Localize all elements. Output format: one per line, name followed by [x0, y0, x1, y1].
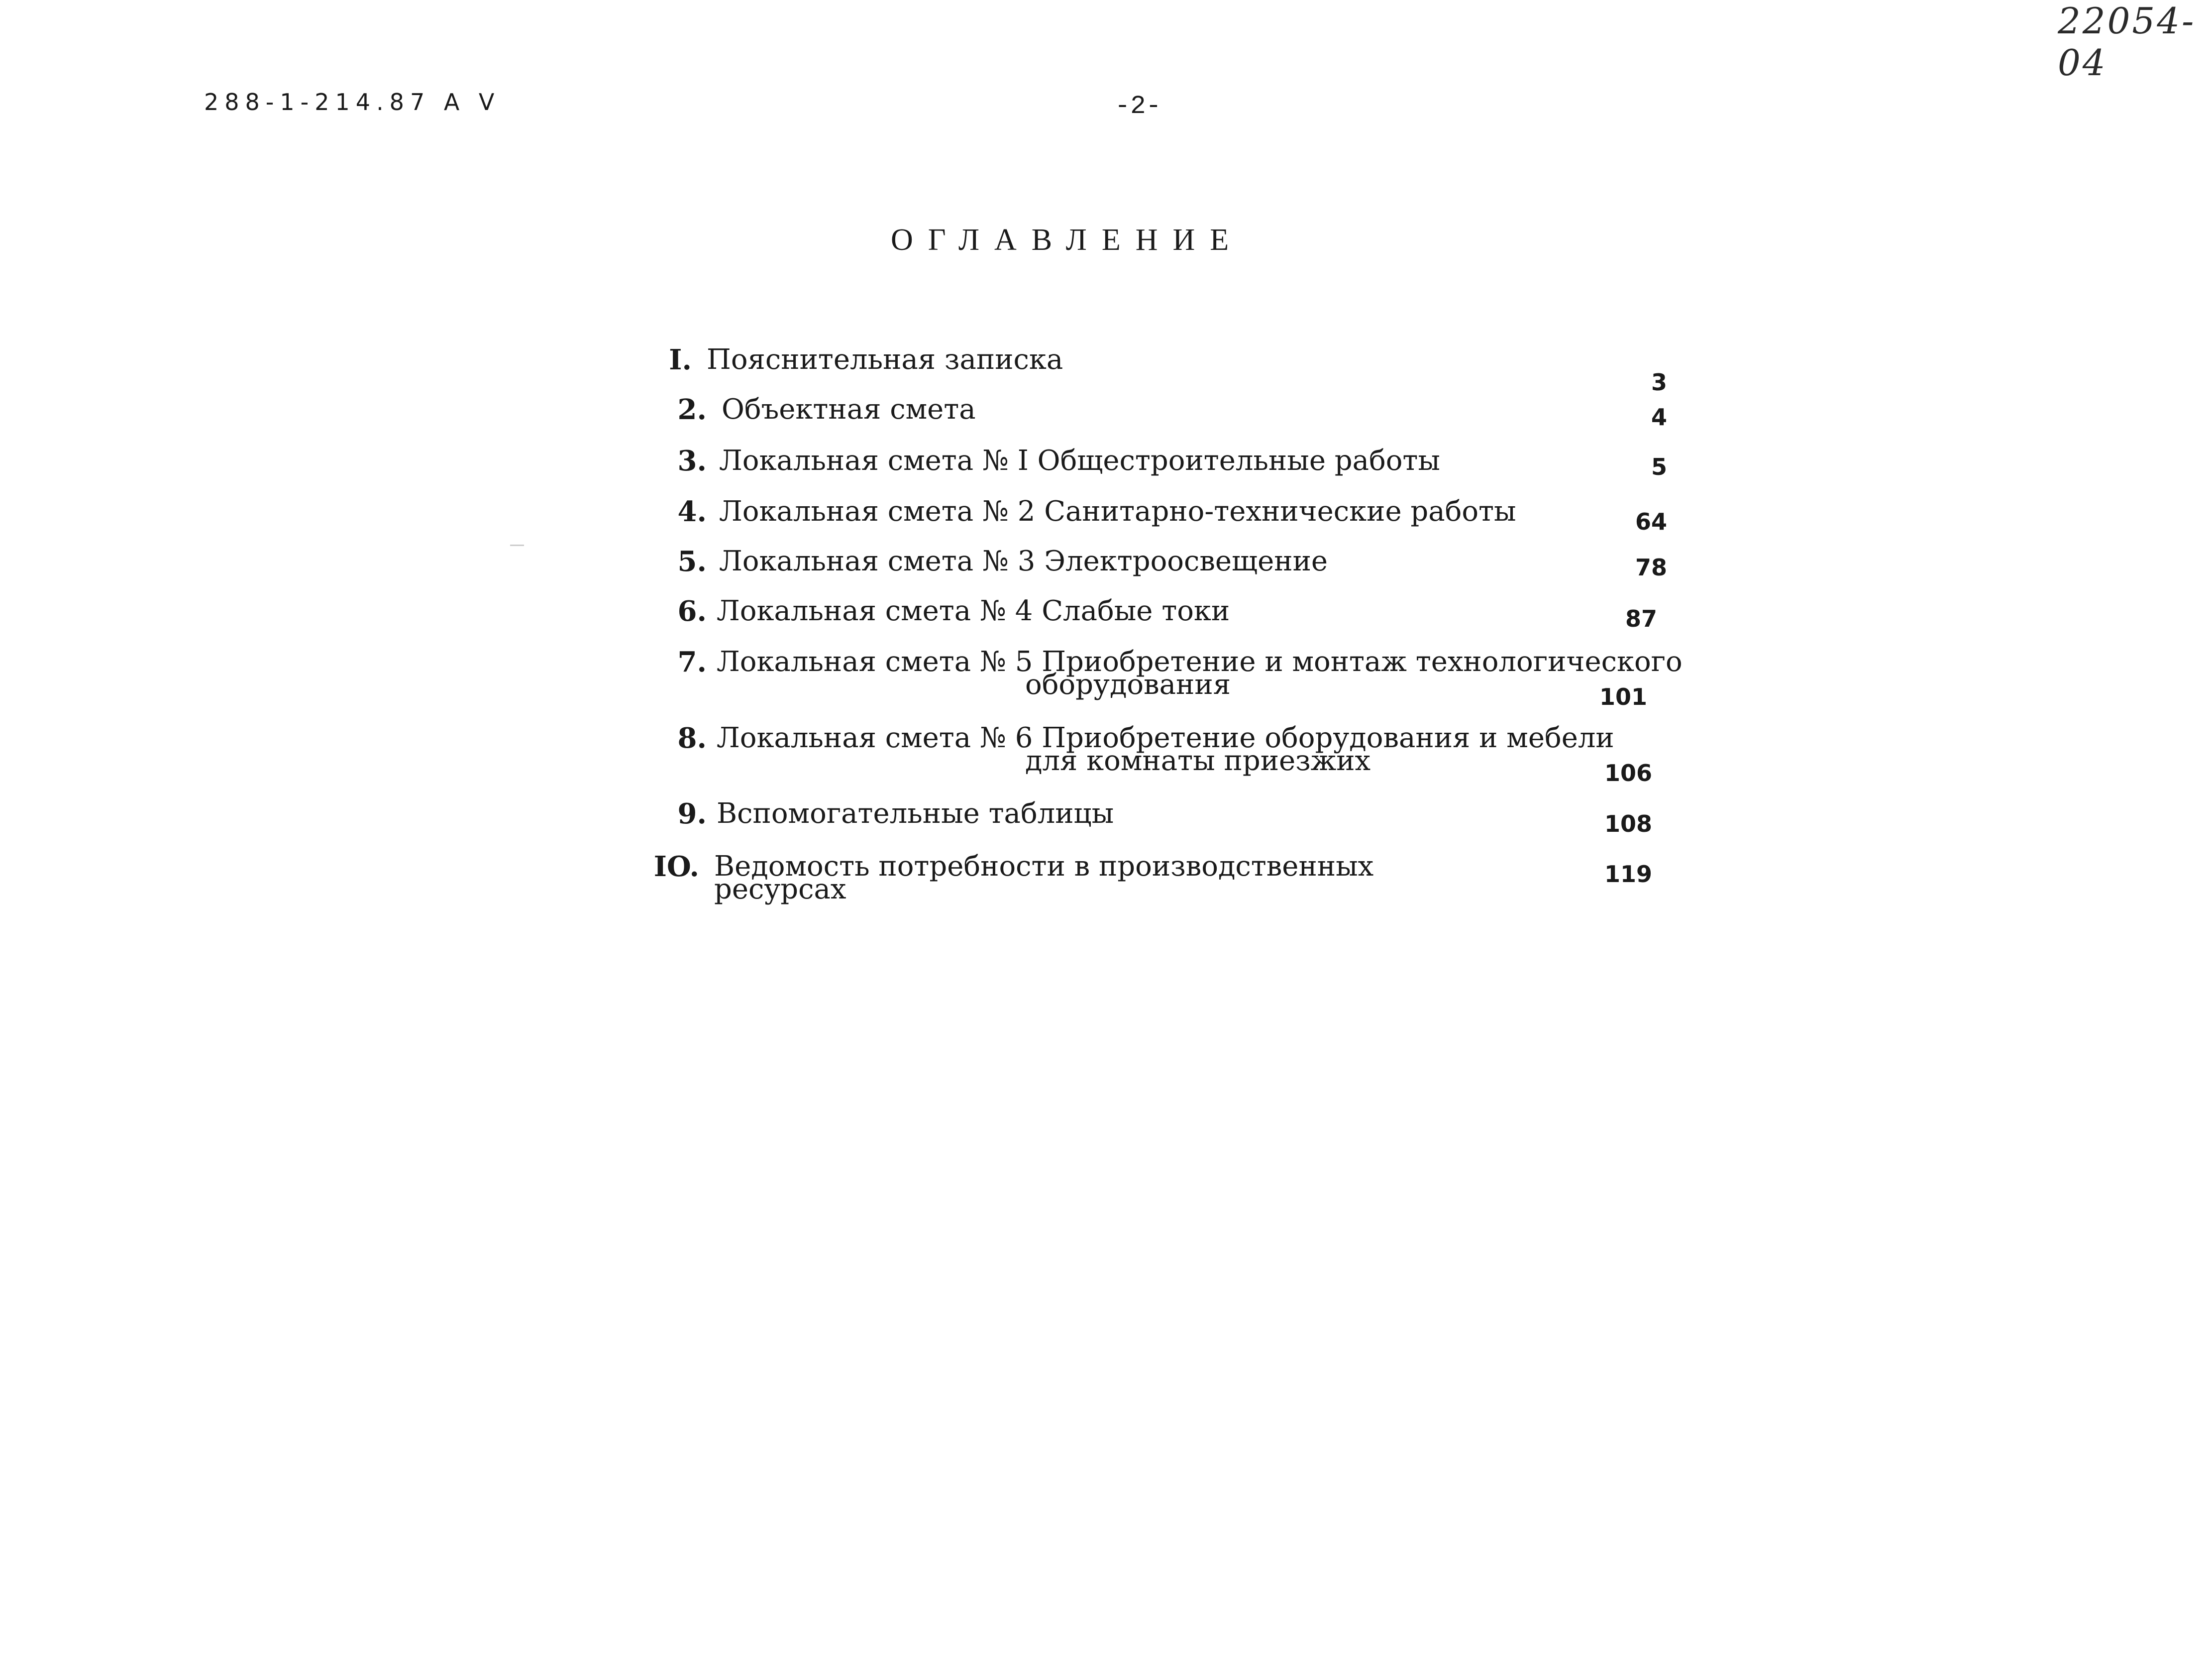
toc-entry-page: 106 — [1604, 760, 1652, 786]
document-code: 288-1-214.87 A V — [204, 89, 501, 115]
handwritten-archive-number: 22054-04 — [2058, 0, 2196, 84]
toc-list — [647, 0, 1752, 1680]
toc-entry-line: Локальная смета № 4 Слабые токи — [717, 595, 1230, 627]
toc-entry-line: оборудования — [1025, 669, 1231, 701]
toc-entry-line: Локальная смета № I Общестроительные работы — [719, 445, 1440, 477]
toc-entry-line: Локальная смета № 2 Санитарно-технические работы — [719, 495, 1516, 528]
toc-entry-line: ресурсах — [714, 873, 846, 905]
toc-entry-number: 5. — [677, 545, 707, 578]
toc-entry-page: 3 — [1651, 369, 1667, 396]
toc-entry-line: Ведомость потребности в производственных — [714, 850, 1374, 883]
toc-entry-line: Объектная смета — [722, 393, 976, 426]
toc-entry-number: 2. — [677, 393, 707, 426]
toc-entry-text — [722, 393, 1667, 426]
toc-entry-text — [717, 595, 1662, 627]
toc-entry-page: 119 — [1604, 861, 1652, 888]
toc-entry-page: 108 — [1604, 810, 1652, 837]
toc-entry-number: I. — [669, 343, 692, 376]
toc-entry-text — [719, 445, 1665, 477]
toc-entry-number: 4. — [677, 495, 707, 528]
toc-entry-line: Вспомогательные таблицы — [717, 797, 1114, 830]
toc-entry-number: IO. — [653, 850, 699, 883]
toc-entry-text — [714, 850, 1660, 905]
toc-entry-number: 9. — [677, 797, 707, 830]
toc-entry-page: 64 — [1635, 508, 1667, 535]
toc-entry-line: Локальная смета № 6 Приобретение оборудования и мебели — [717, 722, 1614, 754]
scratch-mark — [510, 545, 524, 546]
page-number: -2- — [1115, 92, 1161, 121]
toc-entry-line: Локальная смета № 5 Приобретение и монтаж технологического — [717, 646, 1683, 678]
toc-title: ОГЛАВЛЕНИЕ — [891, 223, 1244, 257]
toc-entry-line: Пояснительная записка — [707, 343, 1063, 376]
toc-entry-text — [719, 545, 1665, 577]
toc-entry-page: 4 — [1651, 404, 1667, 431]
toc-entry-text — [717, 722, 1662, 777]
toc-entry-number: 7. — [677, 646, 707, 678]
toc-entry-page: 87 — [1625, 605, 1657, 632]
toc-entry-line: Локальная смета № 3 Электроосвещение — [719, 545, 1328, 577]
toc-entry-page: 101 — [1599, 683, 1647, 710]
toc-entry-number: 6. — [677, 595, 707, 628]
toc-entry-number: 8. — [677, 722, 707, 755]
toc-entry-page: 5 — [1651, 453, 1667, 480]
toc-entry-text — [719, 495, 1665, 528]
toc-entry-text — [707, 343, 1652, 376]
toc-entry-page: 78 — [1635, 554, 1667, 581]
toc-entry-text — [717, 797, 1662, 830]
toc-entry-line: для комнаты приезжих — [1025, 745, 1371, 777]
toc-entry-number: 3. — [677, 445, 707, 477]
